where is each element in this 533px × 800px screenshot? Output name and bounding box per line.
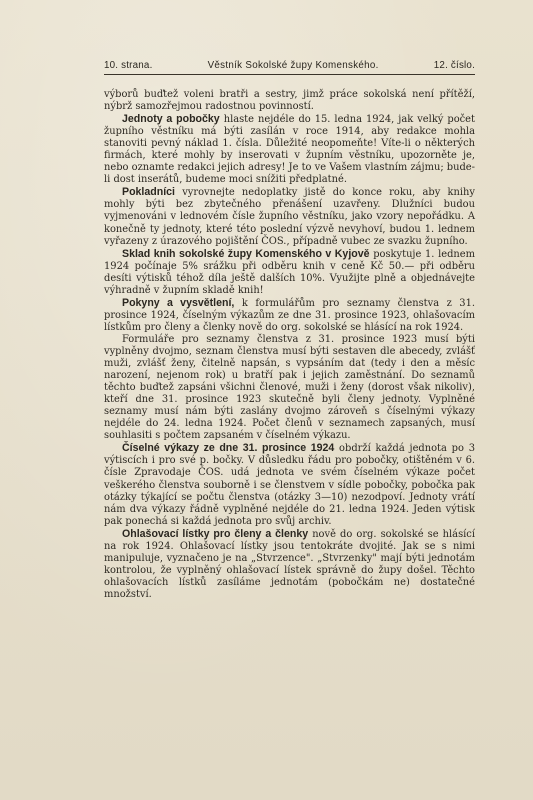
paragraph-lead: Jednoty a pobočky (122, 113, 220, 126)
issue-number: 12. číslo. (433, 60, 475, 71)
paragraph-ohlasovaci-listky (104, 528, 475, 601)
article-body (104, 89, 475, 601)
paragraph-lead: Pokladníci (122, 186, 175, 199)
paragraph-text: k formulářům pro seznamy členstva z 31. prosince 1924, číselným výkazům ze dne 31. prosince 1923, ohlašovacím lístkům pro členy a členky nově do org. sokolské se hlásící na rok 1924. (104, 297, 475, 333)
paragraph-text: výborů buďtež voleni bratři a sestry, jimž práce sokolská není přítěží, nýbrž samozřejmou radostnou povinností. (104, 89, 475, 113)
paragraph-pokyny (104, 297, 475, 334)
periodical-title: Věstník Sokolské župy Komenského. (207, 60, 379, 71)
paragraph-pokladnici (104, 186, 475, 247)
paragraph-lead: Sklad knih sokolské župy Komenského v Kyjově (122, 247, 370, 260)
paragraph-formulare (104, 334, 475, 442)
paragraph-text: hlaste nejdéle do 15. ledna 1924, jak velký počet župního věstníku má býti zasílán v roce 1914, aby redakce mohla stanoviti pevný náklad 1. čísla. Důležité neopomeňte! Víte-li o některých firmách, které mohly by inserovati v župním věstníku, upozorněte je, nebo oznamte redakci jejich adresy! Je to ve Vašem vlastním zájmu; bude-li dost inserátů, budeme moci snížiti předplatné. (104, 114, 475, 186)
page-number: 10. strana. (104, 60, 153, 71)
paragraph-lead: Pokyny a vysvětlení, (122, 296, 235, 309)
paragraph-lead: Číselné výkazy ze dne 31. prosince 1924 (122, 442, 335, 455)
paragraph-lead: Ohlašovací lístky pro členy a členky (122, 527, 309, 540)
paragraph-text: vyrovnejte nedoplatky jistě do konce roku, aby knihy mohly býti bez zbytečného přenášení uzavřeny. Dlužníci budou vyjmenováni v lednovém čísle župního věstníku, jako vzory nepořádku. A konečně ty jednoty, které této poslední výzvě nevyhoví, budou 1. lednem vyřazeny z úrazového pojištění ČOS., případně vubec ze svazku župního. (104, 187, 475, 247)
paragraph-text: poskytuje 1. lednem 1924 počínaje 5% srážku při odběru knih v ceně Kč 50.— při odběru desíti výtisků téhož díla ještě dalších 10%. Využijte plně a objednávejte výhradně v župním skladě knih! (104, 248, 475, 296)
paragraph-text: obdrží každá jednota po 3 výtiscích i pro své p. bočky. V důsledku řádu pro pobočky, otištěném v 6. čísle Zpravodaje ČOS. udá jednota ve svém číselném výkaze počet veškerého členstva souborně i se členstvem v sídle pobočky, pobočka pak otázky týkající se počtu členstva (otázky 3—10) nezodpoví. Jednoty vrátí nám dva výkazy řádně vyplněné nejdéle do 21. ledna 1924. Jeden výtisk pak ponechá si každá jednota pro svůj archiv. (104, 443, 475, 527)
paragraph-text: Formuláře pro seznamy členstva z 31. prosince 1923 musí býti vyplněny dvojmo, seznam členstva musí býti sestaven dle abecedy, zvlášť muži, zvlášť ženy, čitelně napsán, s vypsáním dat (tedy i den a měsíc narození, nejenom rok) u bratří pak i jejich zaměstnání. Do seznamů těchto buďtež zapsáni všichni členové, muži i ženy (dorost však nikoliv), kteří dne 31. prosince 1923 skutečně byli členy jednoty. Vyplněné seznamy musí nám býti zaslány dvojmo zároveň s číselnými výkazy nejdéle do 24. ledna 1924. Počet členů v seznamech zapsaných, musí souhlasiti s počtem zapsaném v číselném výkazu. (104, 333, 475, 442)
paragraph-ciselne-vykazy (104, 442, 475, 527)
page-header (104, 60, 475, 75)
paragraph-sklad-knih (104, 248, 475, 297)
paragraph-committee (104, 89, 475, 113)
paragraph-text: nově do org. sokolské se hlásící na rok 1924. Ohlašovací lístky jsou tentokráte dvojité. Jak se s nimi manipuluje, vyznačeno je na „Stvrzence". „Stvrzenky" mají býti jednotám kontrolou, že vyplněný ohlašovací lístek správně do župy došel. Těchto ohlašovacích lístků zasíláme jednotám (pobočkám ne) dostatečné množství. (104, 528, 475, 600)
paragraph-jednoty (104, 113, 475, 186)
